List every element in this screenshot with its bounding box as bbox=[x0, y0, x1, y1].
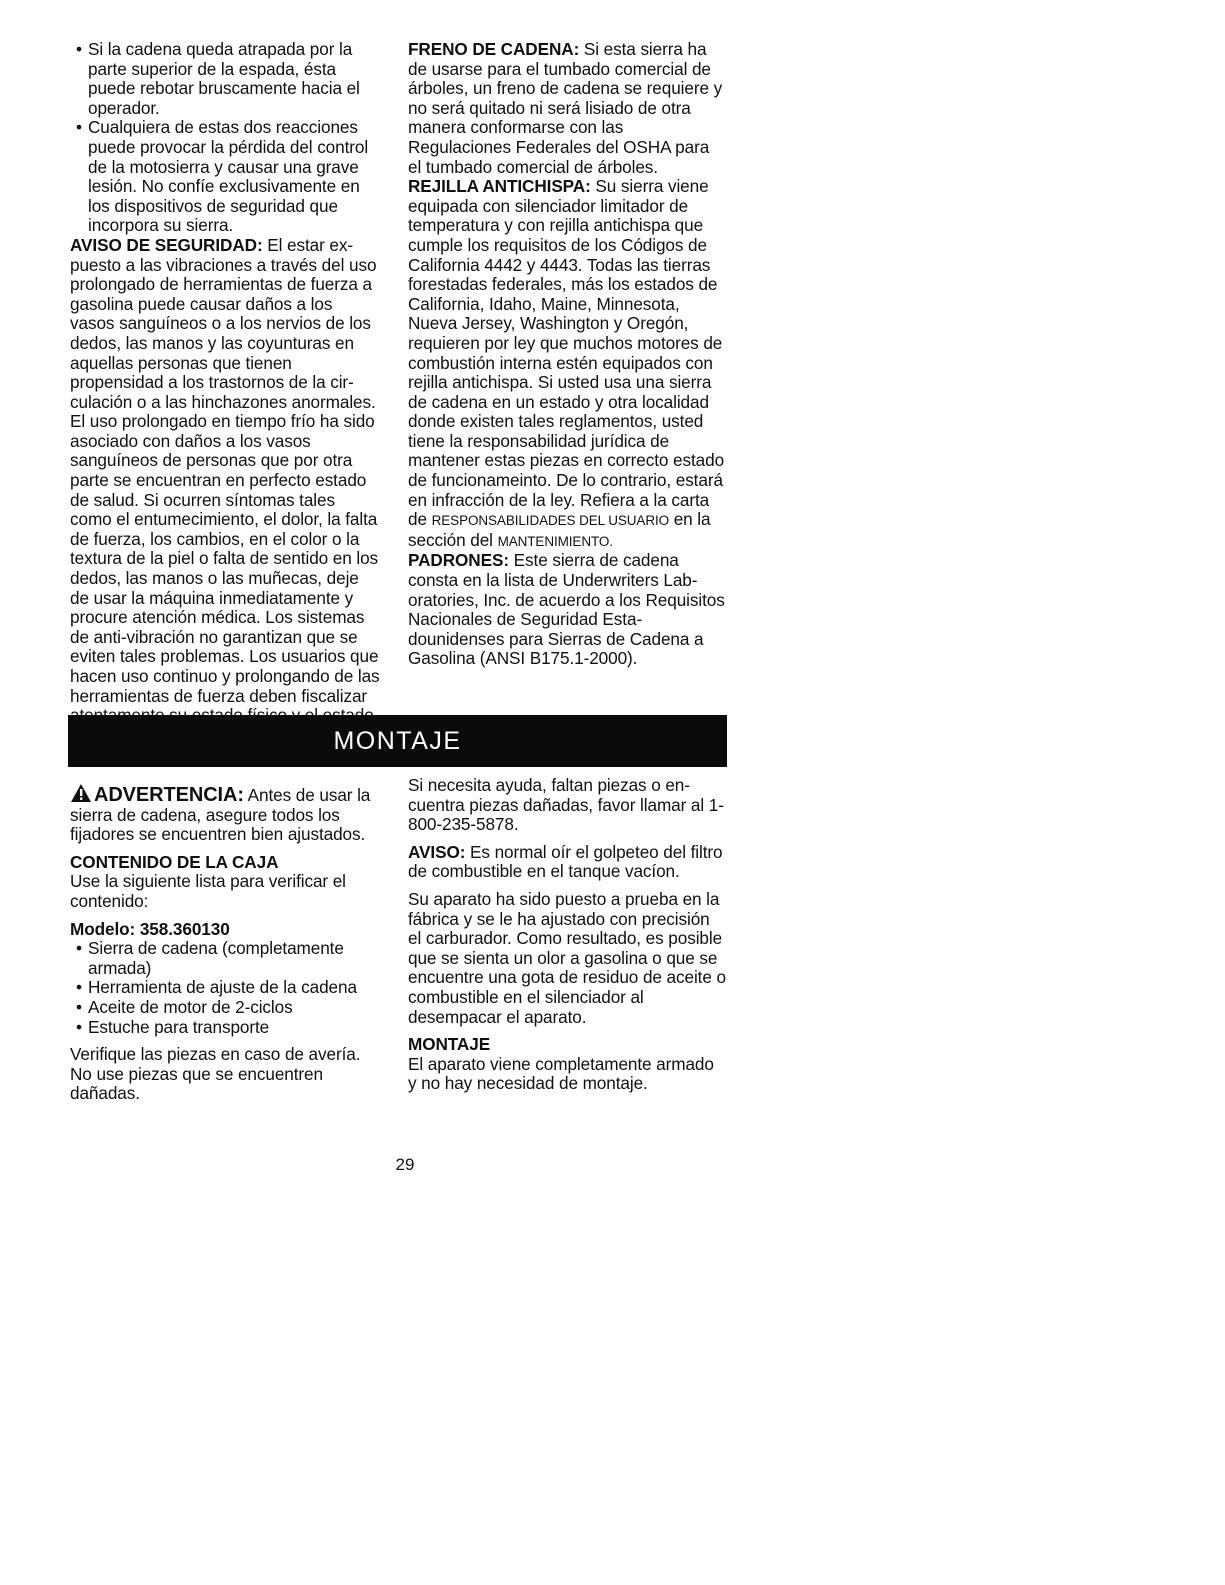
rejilla-text: Su sierra viene equipada con silenciador limitador de temperatura y con rejilla antichispa que cumple los requisitos de los Códigos de California 4442 y 4443. Todas las tierras forestadas federales, más los estados de California, Idaho, Maine, Minnesota, Nueva Jersey, Washington y Oregón, requieren por ley que muchos motores de combustión interna estén equipados con rejilla antichispa. Si usted usa una sierra de cadena en un estado y otra localidad donde existen tales reglamentos, usted tiene la responsabilidad jurídica de mantener estas piezas en correcto estado de funcionameinto. De lo contrario, estará en infracción de la ley. Refiera a la carta de bbox=[408, 176, 725, 530]
kickback-bullets bbox=[70, 40, 380, 236]
montaje-banner bbox=[68, 715, 727, 767]
contenido-text: Use la siguiente lista para verificar el contenido: bbox=[70, 871, 346, 911]
right-top-column bbox=[408, 40, 726, 669]
rejilla-reference: RESPONSABILIDADES DEL USUARIO bbox=[431, 513, 670, 529]
montaje-heading: MONTAJE bbox=[408, 1034, 491, 1055]
aviso-heading: AVISO: bbox=[408, 841, 466, 862]
aviso-seguridad-paragraph bbox=[70, 236, 380, 745]
aviso-seguridad-heading: AVISO DE SEGURIDAD: bbox=[70, 234, 263, 255]
list-item: • Estuche para transporte bbox=[70, 1018, 382, 1038]
list-item: • Herramienta de ajuste de la cadena bbox=[70, 978, 382, 998]
rejilla-heading: REJILLA ANTICHISPA: bbox=[408, 176, 591, 197]
left-bottom-column bbox=[70, 783, 382, 1104]
freno-text: Si esta sierra ha de usarse para el tumbado comercial de árboles, un freno de cadena se requiere y no será quitado ni será lisiado de otra manera conformarse con las Regulaciones Federales del OSHA para el tumbado comercial de árboles. bbox=[408, 39, 723, 177]
ayuda-text: Si necesita ayuda, faltan piezas o encuentra piezas dañadas, favor llamar al 1-800-235-5878. bbox=[408, 775, 724, 835]
page-number: 29 bbox=[395, 1155, 415, 1174]
aviso-text: Es normal oír el golpeteo del filtro de combustible en el tanque vacíon. bbox=[408, 841, 723, 882]
advertencia-text: Antes de usar la sierra de cadena, asegure todos los fijadores se encuentren bien ajustados. bbox=[70, 785, 371, 845]
modelo-label: Modelo: 358.360130 bbox=[70, 918, 230, 939]
rejilla-reference-2: MANTENIMIENTO. bbox=[497, 533, 613, 549]
aviso-paragraph bbox=[408, 843, 726, 882]
rejilla-paragraph bbox=[408, 177, 726, 551]
verifique-text: Verifique las piezas en caso de avería. No use piezas que se encuentren dañadas. bbox=[70, 1044, 361, 1104]
padrones-text: Este sierra de cadena consta en la lista de Underwriters Laboratories, Inc. de acuerdo a los Requisitos Nacionales de Seguridad Estadounidenses para Sierras de Cadena a Gasolina (ANSI B175.1-2000). bbox=[408, 550, 725, 669]
rejilla-mid-text: en la sección del bbox=[408, 509, 711, 550]
freno-paragraph bbox=[408, 40, 726, 177]
aviso-seguridad-text: El estar expuesto a las vibraciones a través del uso prolongado de herramientas de fuerza a gasolina puede causar daños a los vasos sanguíneos o a los nervios de los dedos, las manos y las coyunturas en aquellas personas que tienen propensidad a los trastornos de la circulación o a las hinchazones anormales. El uso prolongado en tiempo frío ha sido asociado con daños a los vasos sanguíneos de personas que por otra parte se encuentran en perfecto estado de salud. Si ocurren síntomas tales como el entumecimiento, el dolor, la falta de fuerza, los cambios, en el color o la textura de la piel o falta de sentido en los dedos, las manos o las muñecas, deje de usar la máquina inmediatamente y procure atención médica. Los sistemas de anti-vibración no garantizan que se eviten tales problemas. Los usuarios que hacen uso continuo y prolongando de las herramientas de fuerza deben fiscalizar bbox=[70, 234, 380, 706]
freno-heading: FRENO DE CADENA: bbox=[408, 39, 580, 59]
right-bottom-column bbox=[408, 776, 726, 1094]
advertencia-heading: ADVERTENCIA: bbox=[94, 784, 244, 806]
aparato-text: Su aparato ha sido puesto a prueba en la fábrica y se le ha ajustado con precisión el carburador. Como resultado, es posible que se sienta un olor a gasolina o que se encuentre una gota de residuo de aceite o combustible en el silenciador al desempacar el aparato. bbox=[408, 888, 726, 1027]
contenido-heading: CONTENIDO DE LA CAJA bbox=[70, 851, 279, 872]
list-item: • Sierra de cadena (completamente armada) bbox=[70, 939, 382, 978]
banner-title: MONTAJE bbox=[333, 726, 462, 755]
list-item: • Aceite de motor de 2-ciclos bbox=[70, 998, 382, 1018]
left-top-column bbox=[70, 40, 380, 745]
warning-triangle-icon bbox=[70, 783, 92, 803]
list-item: • Cualquiera de estas dos reacciones puede provocar la pérdida del control de la motosierra y causar una grave lesión. No confíe exclusivamente en los dispositivos de seguridad que incorpora su sierra. bbox=[70, 118, 380, 236]
montaje-text: El aparato viene completamente armado y no hay necesidad de montaje. bbox=[408, 1053, 714, 1094]
padrones-paragraph bbox=[408, 551, 726, 669]
box-contents-list bbox=[70, 939, 382, 1037]
list-item: • Si la cadena queda atrapada por la parte superior de la espada, ésta puede rebotar bruscamente hacia el operador. bbox=[70, 40, 380, 118]
advertencia-paragraph bbox=[70, 783, 382, 845]
padrones-heading: PADRONES: bbox=[408, 550, 509, 571]
